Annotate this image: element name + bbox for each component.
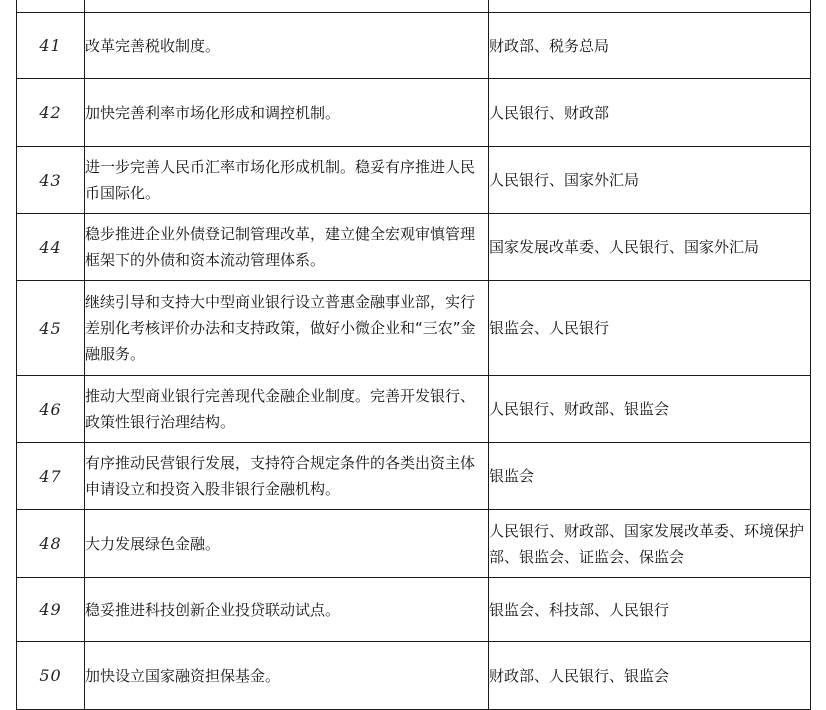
table-row xyxy=(17,281,811,376)
row-number: 42 xyxy=(17,79,85,147)
table-row xyxy=(17,214,811,281)
row-number: 46 xyxy=(17,376,85,443)
table-row xyxy=(17,578,811,642)
department-text: 人民银行、国家外汇局 xyxy=(489,147,811,214)
task-text: 改革完善税收制度。 xyxy=(85,13,489,79)
table-row xyxy=(17,443,811,510)
row-number: 50 xyxy=(17,642,85,710)
task-table xyxy=(16,0,811,710)
task-text: 加快设立国家融资担保基金。 xyxy=(85,642,489,710)
task-cell xyxy=(85,0,489,13)
department-text: 人民银行、财政部、国家发展改革委、环境保护部、银监会、证监会、保监会 xyxy=(489,510,811,578)
table-row xyxy=(17,642,811,710)
row-number: 43 xyxy=(17,147,85,214)
task-text: 加快完善利率市场化形成和调控机制。 xyxy=(85,79,489,147)
task-text: 有序推动民营银行发展，支持符合规定条件的各类出资主体申请设立和投资入股非银行金融机构。 xyxy=(85,443,489,510)
dept-cell xyxy=(489,0,811,13)
department-text: 人民银行、财政部 xyxy=(489,79,811,147)
table-row xyxy=(17,79,811,147)
department-text: 国家发展改革委、人民银行、国家外汇局 xyxy=(489,214,811,281)
num-cell xyxy=(17,0,85,13)
task-text: 稳妥推进科技创新企业投贷联动试点。 xyxy=(85,578,489,642)
table-row xyxy=(17,376,811,443)
department-text: 银监会、科技部、人民银行 xyxy=(489,578,811,642)
task-text: 稳步推进企业外债登记制管理改革，建立健全宏观审慎管理框架下的外债和资本流动管理体系。 xyxy=(85,214,489,281)
row-number: 47 xyxy=(17,443,85,510)
department-text: 银监会、人民银行 xyxy=(489,281,811,376)
department-text: 人民银行、财政部、银监会 xyxy=(489,376,811,443)
row-number: 48 xyxy=(17,510,85,578)
row-number: 49 xyxy=(17,578,85,642)
task-text: 推动大型商业银行完善现代金融企业制度。完善开发银行、政策性银行治理结构。 xyxy=(85,376,489,443)
row-number: 44 xyxy=(17,214,85,281)
row-number: 45 xyxy=(17,281,85,376)
task-text: 大力发展绿色金融。 xyxy=(85,510,489,578)
department-text: 银监会 xyxy=(489,443,811,510)
row-number: 41 xyxy=(17,13,85,79)
table-row xyxy=(17,147,811,214)
task-text: 进一步完善人民币汇率市场化形成机制。稳妥有序推进人民币国际化。 xyxy=(85,147,489,214)
task-text: 继续引导和支持大中型商业银行设立普惠金融事业部，实行差别化考核评价办法和支持政策，做好小微企业和“三农”金融服务。 xyxy=(85,281,489,376)
table-row xyxy=(17,510,811,578)
table-row-top-fragment xyxy=(17,0,811,13)
table-row xyxy=(17,13,811,79)
department-text: 财政部、人民银行、银监会 xyxy=(489,642,811,710)
department-text: 财政部、税务总局 xyxy=(489,13,811,79)
